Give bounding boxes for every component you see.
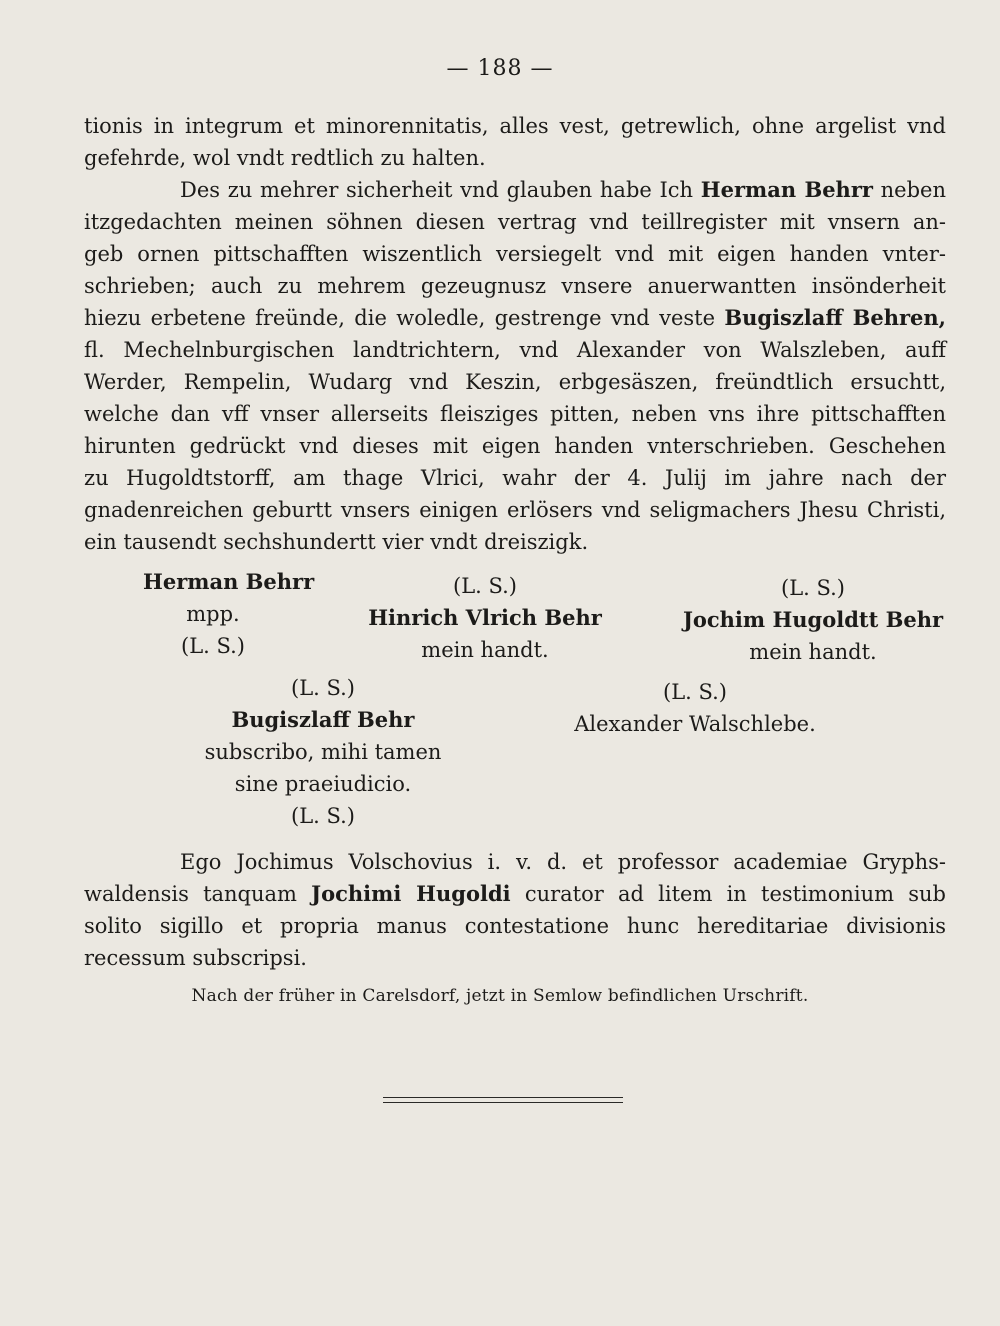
signature-note: mein handt.: [749, 640, 877, 664]
signature-alexander: [560, 676, 830, 740]
paragraph-1: [84, 110, 946, 174]
text-run: Des zu mehrer sicherheit vnd glauben habe Ich: [180, 178, 701, 202]
paragraph-3: [84, 846, 946, 974]
signatory-name: Herman Behrr: [143, 569, 315, 594]
text-line: [84, 206, 946, 238]
signature-note: mpp.: [186, 602, 240, 626]
text-line: gefehrde, wol vndt redtlich zu halten.: [84, 146, 486, 170]
text-run: hiezu erbetene freünde, die woledle, gestrenge vnd veste: [84, 306, 725, 330]
text-line: [84, 494, 946, 526]
emphasized-name: Bugiszlaff Behren,: [724, 305, 946, 330]
signature-note: subscribo, mihi tamen: [204, 740, 442, 764]
signatory-name: Alexander Walschlebe.: [574, 712, 816, 736]
signature-note: mein handt.: [421, 638, 549, 662]
signature-herman: [143, 566, 315, 662]
text-run: recessum subscripsi.: [84, 946, 307, 970]
text-line: [84, 270, 946, 302]
text-line: [84, 878, 946, 910]
text-run: ein tausendt sechshundertt vier vndt dreiszigk.: [84, 530, 589, 554]
text-run: hirunten gedrückt vnd dieses mit eigen handen vnterschrieben. Geschehen: [84, 434, 946, 458]
text-line: [84, 302, 946, 334]
signature-bugiszlaff: [198, 672, 448, 832]
text-line: [84, 398, 946, 430]
emphasized-name: Jochimi Hugoldi: [311, 881, 511, 906]
seal-mark: (L. S.): [291, 676, 355, 700]
seal-mark: (L. S.): [291, 804, 355, 828]
text-line: [84, 910, 946, 942]
signature-jochim: [668, 572, 958, 668]
text-run: curator ad litem in testimonium sub: [510, 882, 946, 906]
text-run: schrieben; auch zu mehrem gezeugnusz vnsere anuerwantten insönderheit: [84, 274, 946, 298]
text-line: [84, 430, 946, 462]
emphasized-name: Herman Behrr: [700, 177, 873, 202]
text-run: zu Hugoldtstorff, am thage Vlrici, wahr der 4. Julij im jahre nach der: [84, 466, 946, 490]
signatory-name: Bugiszlaff Behr: [231, 707, 415, 732]
text-run: Ego Jochimus Volschovius i. v. d. et professor academiae Gryphs-: [180, 850, 946, 874]
text-line: [84, 462, 946, 494]
seal-mark: (L. S.): [663, 680, 727, 704]
signatory-name: Hinrich Vlrich Behr: [368, 605, 602, 630]
text-run: geb ornen pittschafften wiszentlich versiegelt vnd mit eigen handen vnter-: [84, 242, 946, 266]
text-line: [84, 334, 946, 366]
text-line: [84, 526, 946, 558]
text-run: itzgedachten meinen söhnen diesen vertrag vnd teillregister mit vnsern an-: [84, 210, 946, 234]
seal-mark: (L. S.): [453, 574, 517, 598]
text-run: welche dan vff vnser allerseits fleisziges pitten, neben vns ihre pittschafften: [84, 402, 946, 426]
seal-mark: (L. S.): [781, 576, 845, 600]
signatory-name: Jochim Hugoldtt Behr: [682, 607, 944, 632]
text-line: [84, 366, 946, 398]
text-run: Werder, Rempelin, Wudarg vnd Keszin, erbgesäszen, freündtlich ersuchtt,: [84, 370, 946, 394]
paragraph-2: [84, 174, 946, 558]
text-run: gnadenreichen geburtt vnsers einigen erlösers vnd seligmachers Jhesu Christi,: [84, 498, 946, 522]
signature-note: sine praeiudicio.: [234, 772, 412, 796]
text-run: waldensis tanquam: [84, 882, 312, 906]
text-run: fl. Mechelnburgischen landtrichtern, vnd Alexander von Walszleben, auff: [84, 338, 946, 362]
text-line: [84, 846, 946, 878]
text-run: neben: [872, 178, 947, 202]
text-line: [84, 238, 946, 270]
seal-mark: (L. S.): [181, 634, 245, 658]
closing-rule: [383, 1102, 623, 1103]
text-line: [84, 942, 946, 974]
signature-hinrich: [360, 570, 610, 666]
text-line: [84, 174, 946, 206]
source-note: Nach der früher in Carelsdorf, jetzt in Semlow befindlichen Urschrift.: [191, 986, 809, 1006]
page-number: — 188 —: [446, 56, 554, 81]
closing-rule: [383, 1097, 623, 1098]
text-line: tionis in integrum et minorennitatis, alles vest, getrewlich, ohne argelist vnd: [84, 114, 946, 138]
text-run: solito sigillo et propria manus contestatione hunc hereditariae divisionis: [84, 914, 946, 938]
